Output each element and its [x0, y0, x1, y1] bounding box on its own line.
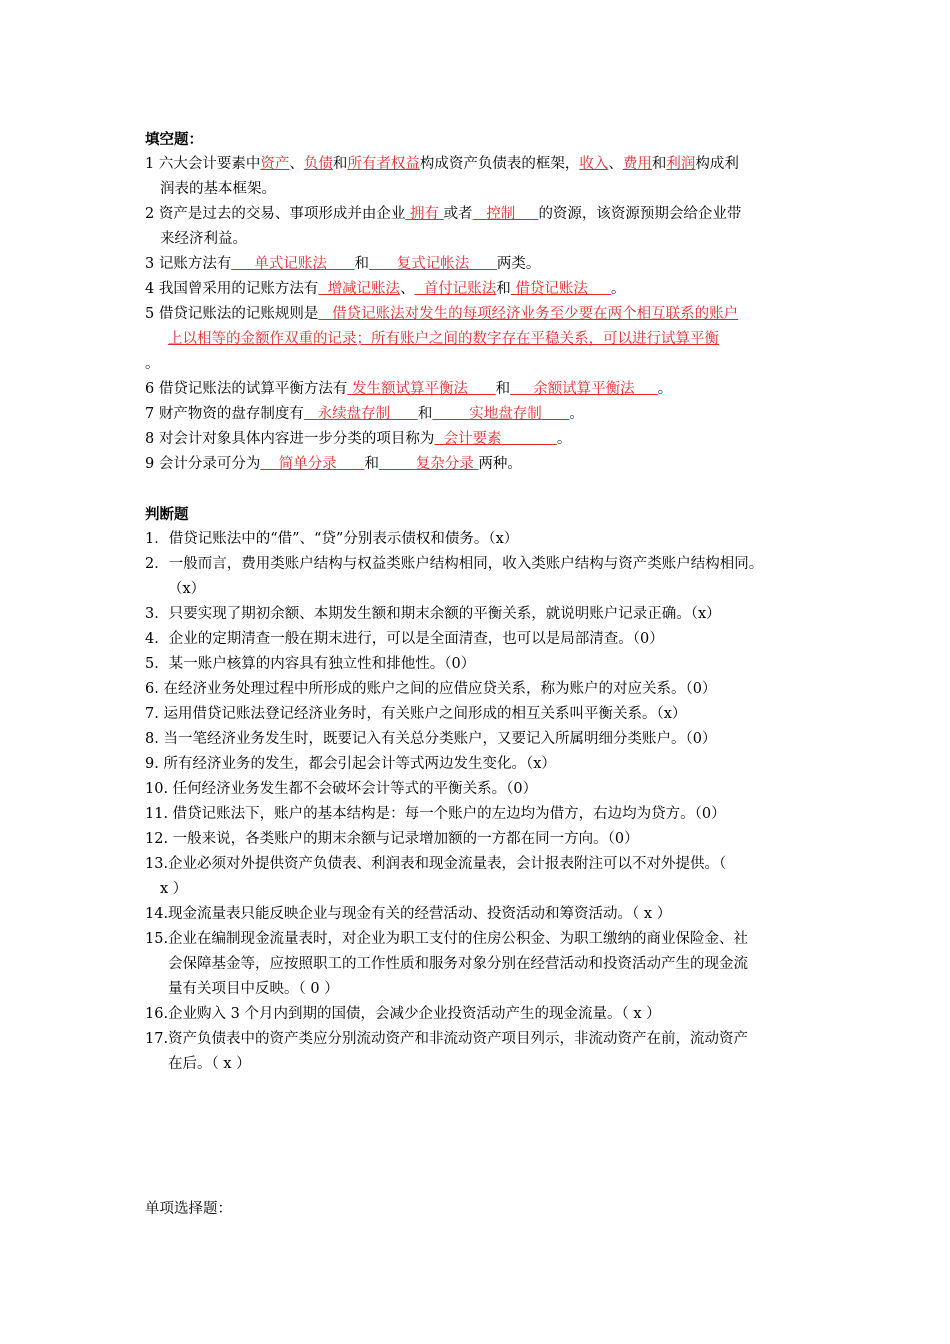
- answer: 负债: [303, 156, 333, 172]
- answer: 上以相等的金额作双重的记录；所有账户之间的数字存在平稳关系，可以进行试算平衡: [168, 331, 719, 347]
- fill-question-3: 3 记账方法有 单式记账法 和 复式记帐法 两类。: [145, 256, 541, 272]
- answer: 所有者权益: [347, 156, 420, 172]
- tf-line: 2．一般而言，费用类账户结构与权益类账户结构相同，收入类账户结构与资产类账户结构相同。: [145, 556, 764, 572]
- answer: 借贷记账法对发生的每项经济业务至少要在两个相互联系的账户: [332, 306, 739, 322]
- answer: 拥有: [409, 206, 439, 222]
- fill-question-8: 8 对会计对象具体内容进一步分类的项目称为 会计要素 。: [145, 431, 572, 447]
- tf-line: 17.资产负债表中的资产类应分别流动资产和非流动资产项目列示，非流动资产在前，流动资产: [145, 1031, 749, 1047]
- tf-line: 14.现金流量表只能反映企业与现金有关的经营活动、投资活动和筹资活动。（ x ）: [145, 906, 672, 922]
- single-choice-heading: 单项选择题：: [145, 1201, 232, 1217]
- tf-line: 6. 在经济业务处理过程中所形成的账户之间的应借应贷关系，称为账户的对应关系。（0）: [145, 681, 717, 697]
- fill-question-7: 7 财产物资的盘存制度有 永续盘存制 和 实地盘存制 。: [145, 406, 584, 422]
- tf-line: 量有关项目中反映。（ 0 ）: [168, 981, 339, 997]
- tf-line: 在后。（ x ）: [168, 1056, 251, 1072]
- tf-line: （x）: [168, 581, 206, 597]
- answer: 余额试算平衡法: [533, 381, 635, 397]
- answer: 借贷记账法: [515, 281, 588, 297]
- document-page: [145, 127, 825, 1077]
- tf-line: 15.企业在编制现金流量表时，对企业为职工支付的住房公积金、为职工缴纳的商业保险金、社: [145, 931, 749, 947]
- answer: 资产: [260, 156, 290, 172]
- fill-question-6: 6 借贷记账法的试算平衡方法有 发生额试算平衡法 和 余额试算平衡法 。: [145, 381, 673, 397]
- answer: 实地盘存制: [469, 406, 542, 422]
- tf-line: 12. 一般来说，各类账户的期末余额与记录增加额的一方都在同一方向。（0）: [145, 831, 639, 847]
- fill-question-5-cont: [145, 327, 825, 352]
- tf-line: 会保障基金等，应按照职工的工作性质和服务对象分别在经营活动和投资活动产生的现金流: [168, 956, 748, 972]
- answer: 发生额试算平衡法: [351, 381, 468, 397]
- tf-line: 9. 所有经济业务的发生，都会引起会计等式两边发生变化。（x）: [145, 756, 556, 772]
- fill-blank-heading: 填空题：: [145, 131, 203, 148]
- tf-line: 4．企业的定期清查一般在期末进行，可以是全面清查，也可以是局部清查。（0）: [145, 631, 664, 647]
- answer: 收入: [579, 156, 609, 172]
- answer: 复式记帐法: [396, 256, 470, 272]
- answer: 控制: [486, 206, 516, 222]
- tf-line: 5．某一账户核算的内容具有独立性和排他性。（0）: [145, 656, 476, 672]
- tf-line: 13.企业必须对外提供资产负债表、利润表和现金流量表，会计报表附注可以不对外提供。（: [145, 856, 727, 872]
- answer: 首付记账法: [423, 281, 497, 297]
- answer: 会计要素: [443, 431, 502, 447]
- tf-line: 1．借贷记账法中的“借”、“贷”分别表示债权和债务。（x）: [145, 531, 519, 547]
- tf-line: x ）: [160, 881, 188, 897]
- fill-question-1: 1 六大会计要素中资产、负债和所有者权益构成资产负债表的框架，收入、费用和利润构成利: [145, 156, 739, 172]
- answer: 利润: [666, 156, 696, 172]
- answer: 简单分录: [278, 456, 337, 472]
- tf-line: 8. 当一笔经济业务发生时，既要记入有关总分类账户，又要记入所属明细分类账户。（0）: [145, 731, 717, 747]
- answer: 费用: [622, 156, 652, 172]
- fill-question-2-cont: 来经济利益。: [160, 231, 247, 247]
- tf-line: 7. 运用借贷记账法登记经济业务时，有关账户之间形成的相互关系叫平衡关系。（x）: [145, 706, 687, 722]
- tf-line: 3．只要实现了期初余额、本期发生额和期末余额的平衡关系，就说明账户记录正确。（x）: [145, 606, 721, 622]
- fill-question-4: 4 我国曾采用的记账方法有 增减记账法、 首付记账法和 借贷记账法 。: [145, 281, 626, 297]
- true-false-heading: 判断题: [145, 506, 189, 523]
- answer: 增减记账法: [327, 281, 401, 297]
- answer: 单式记账法: [254, 256, 327, 272]
- answer: 永续盘存制: [317, 406, 391, 422]
- tf-line: 11. 借贷记账法下，账户的基本结构是：每一个账户的左边均为借方，右边均为贷方。（0）: [145, 806, 726, 822]
- fill-question-2: 2 资产是过去的交易、事项形成并由企业 拥有 或者 控制 的资源，该资源预期会给企业带: [145, 206, 742, 222]
- fill-question-5-end: 。: [145, 356, 160, 372]
- tf-line: 16.企业购入 3 个月内到期的国债，会减少企业投资活动产生的现金流量。（ x ）: [145, 1006, 661, 1022]
- fill-question-9: 9 会计分录可分为 简单分录 和 复杂分录 两种。: [145, 456, 522, 472]
- answer: 复杂分录: [415, 456, 474, 472]
- fill-question-1-cont: 润表的基本框架。: [160, 181, 276, 197]
- tf-line: 10. 任何经济业务发生都不会破坏会计等式的平衡关系。（0）: [145, 781, 538, 797]
- fill-question-5: 5 借贷记账法的记账规则是 借贷记账法对发生的每项经济业务至少要在两个相互联系的账户: [145, 306, 739, 322]
